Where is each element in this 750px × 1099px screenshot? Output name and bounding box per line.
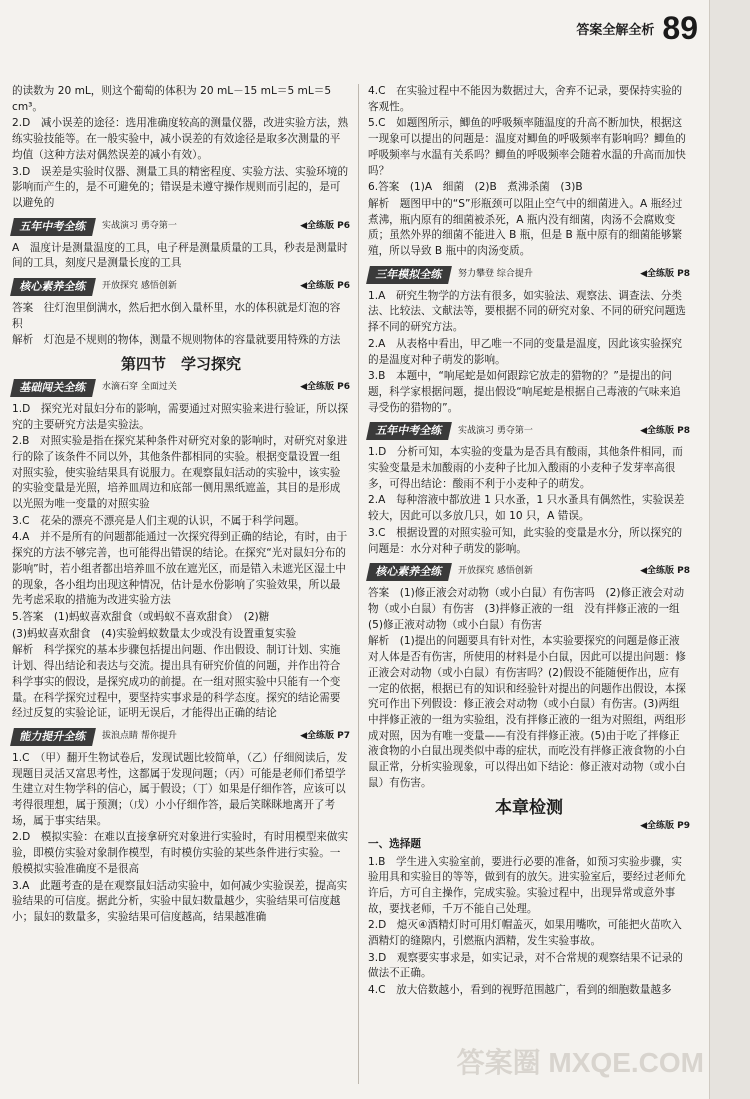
chapter-ref: ◀全练版 P9 — [640, 821, 690, 832]
paragraph: 4.C 放大倍数越小，看到的视野范围越广，看到的细胞数量越多 — [368, 984, 672, 997]
paragraph: 2.A 从表格中看出，甲乙唯一不同的变量是温度，因此该实验探究的是温度对种子萌发的影响。 — [368, 337, 682, 366]
page-number: 89 — [662, 9, 698, 46]
section-bar — [12, 727, 350, 747]
section-bar-slogan: 努力攀登 综合提升 — [458, 268, 533, 279]
paragraph: 1.A 研究生物学的方法有很多，如实验法、观察法、调查法、分类法、比较法、文献法等，要根据不同的研究对象、不同的研究问题选择不同的研究方法。 — [368, 289, 686, 334]
chapter-title: 本章检测 — [495, 798, 563, 819]
paragraph: 3.D 观察要实事求是，如实记录，对不合常规的观察结果不记录的做法不正确。 — [368, 951, 683, 980]
page-edge-strip — [709, 0, 750, 1099]
section-bar-title: 五年中考全练 — [10, 218, 96, 236]
section-bar-title: 核心素养全练 — [366, 563, 452, 581]
paragraph: 3.C 花朵的漂亮不漂亮是人们主观的认识，不属于科学问题。 — [12, 514, 305, 527]
watermark: 答案圈 MXQE.COM — [456, 1047, 704, 1078]
paragraph: 2.D 减小误差的途径：选用准确度较高的测量仪器，改进实验方法，熟练实验技能等。在一般实验中，减小误差的有效途径是取多次测量的平均值（这种方法对偶然误差的减小有效）。 — [12, 117, 349, 161]
section-bar-title: 五年中考全练 — [366, 422, 452, 440]
paragraph: 1.B 学生进入实验室前，要进行必要的准备，如预习实验步骤，实验用具和实验目的等等，做到有的放矢。进实验室后，要经过老师允许后，方可自主操作，完成实验。实验过程中，出现异常或意外事故，要找老师，千万不能自己处理。 — [368, 855, 686, 915]
section-bar — [368, 265, 690, 285]
right-column — [368, 84, 690, 1000]
section-bar-ref: ◀全练版 P6 — [300, 220, 350, 231]
paragraph: 3.C 根据设置的对照实验可知，此实验的变量是水分，所以探究的问题是：水分对种子萌发的影响。 — [368, 526, 683, 555]
section-bar — [12, 378, 350, 398]
section-bar — [368, 421, 690, 441]
section-bar-title: 三年模拟全练 — [366, 266, 452, 284]
section-bar-title: 核心素养全练 — [10, 278, 96, 296]
paragraph: 1.D 探究光对鼠妇分布的影响，需要通过对照实验来进行验证，所以探究的主要研究方法是实验法。 — [12, 402, 349, 431]
paragraph: 3.B 本题中，“响尾蛇是如何跟踪它放走的猎物的？”是提出的问题，科学家根据问题，提出假设“响尾蛇是根据自己毒液的气味来追寻受伤的猎物的”。 — [368, 370, 681, 414]
section-bar — [12, 217, 350, 237]
paragraph: 3.D 误差是实验时仪器、测量工具的精密程度、实验方法、实验环境的影响而产生的，是不可避免的；错误是未遵守操作规则而引起的，是可以避免的 — [12, 165, 349, 209]
section-bar-slogan: 实战演习 勇夺第一 — [102, 220, 177, 231]
page-header — [576, 8, 698, 48]
paragraph: 答案 往灯泡里倒满水，然后把水倒入量杯里，水的体积就是灯泡的容积 — [12, 302, 341, 330]
paragraph: 6.答案 (1)A 细菌 (2)B 煮沸杀菌 (3)B — [368, 181, 583, 194]
paragraph: 2.A 每种溶液中都放进 1 只水蚤，1 只水蚤具有偶然性，实验误差较大，因此可以多放几只，如 10 只，A 错误。 — [368, 494, 685, 523]
paragraph: 3.A 此题考查的是在观察鼠妇活动实验中，如何减少实验误差，提高实验结果的可信度。据此分析，实验中鼠妇数量越少，实验结果可信度越小；鼠妇的数量多，实验结果可信度越高，结果越准确 — [12, 879, 348, 923]
section-bar-slogan: 开放探究 感悟创新 — [102, 281, 177, 292]
paragraph: 解析 灯泡是不规则的物体，测量不规则物体的容量就要用特殊的方法 — [12, 334, 341, 347]
paragraph: 4.A 并不是所有的问题都能通过一次探究得到正确的结论，有时，由于探究的方法不够完善，也可能得出错误的结论。在探究“光对鼠妇分布的影响”时，若小组者都出培养皿不放在遮光区，而是错入未遮光区湿土中的现象，各小组均出现这种情况，估计是水份影响了实验效果，所以最先考虑采取的措施为改进实验方法 — [12, 531, 348, 607]
paragraph: 解析 (1)提出的问题要具有针对性，本实验要探究的问题是修正液对人体是否有伤害，所使用的材料是小白鼠，因此可以提出问题：修正液会对动物（或小白鼠）有伤害吗？(2)假设不能随便作出，应有一定的依据，根据已有的知识和经验针对提出的问题作出假设，本探究可作出下列假设：修正液会对动物（或小白鼠）有伤害。(3)两组中拌修正液的一组为实验组，没有拌修正液的一组为对照组，两组形成对照，因为有唯一变量——有没有拌修正液。(5)由于吃了拌修正液食物的小白鼠出现类似中毒的症状，而吃没有拌修正液食物的小白鼠正常，分析实验现象，可以得出如下结论：修正液对动物（或小白鼠）有伤害。 — [368, 635, 686, 789]
section-bar — [12, 277, 350, 297]
header-label: 答案全解全析 — [576, 22, 655, 38]
section-bar-ref: ◀全练版 P8 — [640, 425, 690, 436]
left-column — [12, 84, 350, 927]
section-title: 第四节 学习探究 — [120, 355, 241, 374]
section-bar-title: 基础闯关全练 — [10, 379, 96, 397]
paragraph: 1.D 分析可知，本实验的变量为是否具有酸雨，其他条件相同，而实验变量是未加酸雨的小麦种子比加入酸雨的小麦种子发芽率高很多，可得出结论：酸雨不利于小麦种子的萌发。 — [368, 446, 683, 490]
paragraph: 解析 题图甲中的“S”形瓶颈可以阻止空气中的细菌进入。A 瓶经过煮沸，瓶内原有的细菌被杀死，A 瓶内没有细菌，肉汤不会腐败变质；虽然外界的细菌不能进入 B 瓶，但是 B 瓶中原有的细菌能够繁殖，所以导致 B 瓶中的肉汤变质。 — [368, 197, 683, 258]
paragraph: A 温度计是测量温度的工具，电子秤是测量质量的工具，秒表是测量时间的工具，刻度尺是测量长度的工具 — [12, 241, 348, 270]
paragraph: 5.答案 (1)蚂蚁喜欢甜食（或蚂蚁不喜欢甜食） (2)糖 — [12, 610, 270, 623]
section-bar-title: 能力提升全练 — [10, 728, 96, 746]
section-bar-slogan: 水滴石穿 全面过关 — [102, 381, 177, 392]
section-bar-ref: ◀全练版 P7 — [300, 731, 350, 742]
section-bar-ref: ◀全练版 P8 — [640, 566, 690, 577]
section-bar-ref: ◀全练版 P6 — [300, 381, 350, 392]
section-bar-slogan: 拔浪点睛 帮你提升 — [102, 731, 177, 742]
paragraph: 1.C （甲）翻开生物试卷后，发现试题比较简单，（乙）仔细阅读后，发现题目灵活又富思考性，这都属于发现问题；（丙）可能是老师们希望学生建立对生物学科的信心，属于假设；（丁）如果是仔细作答，应该可以考得很理想，属于预测；（戊）小小仔细作答，最后笑眯眯地离开了考场，属于事实结果。 — [12, 751, 348, 827]
section-bar-ref: ◀全练版 P8 — [640, 268, 690, 279]
column-divider — [358, 84, 359, 1084]
section-bar — [368, 562, 690, 582]
subheading: 一、选择题 — [368, 837, 421, 850]
section-bar-slogan: 开放探究 感悟创新 — [458, 566, 533, 577]
section-bar-ref: ◀全练版 P6 — [300, 281, 350, 292]
paragraph: 2.B 对照实验是指在探究某种条件对研究对象的影响时，对研究对象进行的除了该条件不同以外，其他条件都相同的实验。根据变量设置一组对照实验，使实验结果具有说服力。在观察鼠妇活动的实验中，该实验的实验变量是光照，培养皿周边和底部一侧用黑纸遮盖，其目的是形成以光照为唯一变量的对照实验 — [12, 435, 348, 511]
paragraph: 2.D 熄灭④酒精灯时可用灯帽盖灭，如果用嘴吹，可能把火苗吹入酒精灯的缝隙内，引燃瓶内酒精，发生实验事故。 — [368, 919, 682, 948]
paragraph: 解析 科学探究的基本步骤包括提出问题、作出假设、制订计划、实施计划、得出结论和表达与交流。提出具有研究价值的问题，并作出符合科学事实的假设，是探究成功的前提。在一组对照实验中只能有一个变量。在科学探究过程中，要坚持实事求是的科学态度。探究的结论需要经过反复的实验论证，证明无误后，才能得出正确的结论 — [12, 644, 341, 720]
paragraph: 5.C 如题图所示，鲫鱼的呼吸频率随温度的升高不断加快，根据这一现象可以提出的问题是：温度对鲫鱼的呼吸频率有影响吗？鲫鱼的呼吸频率与水温有关系吗？鲫鱼的呼吸频率会随着水温的升高而加快吗？ — [368, 117, 686, 177]
section-bar-slogan: 实战演习 勇夺第一 — [458, 425, 533, 436]
paragraph: 答案 (1)修正液会对动物（或小白鼠）有伤害吗 (2)修正液会对动物（或小白鼠）有伤害 (3)拌修正液的一组 没有拌修正液的一组 (5)修正液对动物（或小白鼠）有伤害 — [368, 587, 691, 631]
paragraph: 的读数为 20 mL，则这个葡萄的体积为 20 mL－15 mL＝5 mL＝5 cm³。 — [12, 85, 332, 113]
paragraph: 2.D 模拟实验：在难以直接拿研究对象进行实验时，有时用模型来做实验，即模仿实验对象制作模型，有时模仿实验的某些条件进行实验。一般模拟实验准确度不是很高 — [12, 831, 349, 875]
paragraph: (3)蚂蚁喜欢甜食 (4)实验蚂蚁数量太少或没有设置重复实验 — [12, 627, 297, 640]
paragraph: 4.C 在实验过程中不能因为数据过大，舍弃不记录，要保持实验的客观性。 — [368, 85, 683, 113]
